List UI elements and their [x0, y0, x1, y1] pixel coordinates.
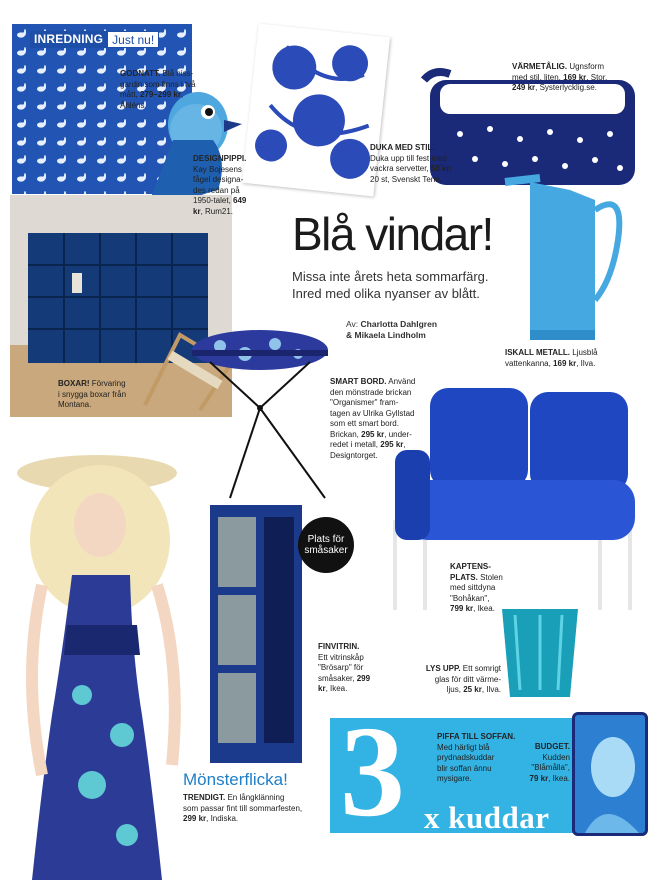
caption-text: i snygga boxar från — [58, 389, 127, 399]
callout-plats-badge — [298, 517, 354, 573]
caption-kaptensplats — [450, 562, 540, 615]
caption-text: Kudden — [542, 752, 570, 762]
caption-text: "Blåmålla", — [531, 763, 570, 772]
caption-text: , under- — [384, 429, 412, 439]
caption-text: Kay Bojesens — [193, 164, 242, 174]
caption-price: 649 — [233, 196, 247, 205]
page-title: Blå vindar! — [292, 208, 493, 260]
caption-price: 25 kr — [463, 685, 482, 694]
display-cabinet-image — [210, 505, 302, 763]
caption-price: 295 kr — [380, 440, 404, 449]
pillow-image — [572, 712, 648, 836]
caption-price: 50 kr — [430, 164, 450, 173]
caption-finvitrin — [318, 642, 388, 695]
caption-text: 20 st, Svenskt Tenn. — [370, 174, 442, 184]
candle-glass-image — [500, 605, 580, 700]
caption-text: , Ilva. — [576, 358, 596, 368]
caption-lead: DUKA MED STIL. — [370, 143, 435, 152]
byline-author: & Mikaela Lindholm — [346, 330, 426, 340]
caption-lead: BUDGET. — [534, 742, 570, 751]
caption-text: , Rum21. — [200, 206, 234, 216]
caption-text: som passar fint till sommarfesten, — [183, 803, 303, 813]
caption-smart-bord — [330, 377, 440, 461]
caption-text: Ljusblå — [570, 348, 598, 357]
caption-text: tagen av Ulrika Gyllstad — [330, 408, 415, 418]
caption-price: 295 kr — [361, 429, 385, 439]
caption-price: 799 kr — [450, 604, 474, 613]
caption-text: , Ikea. — [325, 684, 348, 693]
caption-piffa — [437, 732, 527, 785]
caption-text: Brickan, — [330, 429, 362, 439]
section-label: INREDNING — [30, 31, 107, 48]
watering-can-image — [500, 170, 630, 345]
caption-text: blir soffan ännu — [437, 763, 492, 773]
caption-text: Montana. — [58, 400, 92, 409]
caption-lead: SMART BORD. — [330, 377, 387, 386]
caption-price: 249 kr — [512, 83, 536, 92]
caption-price: 299 kr — [183, 814, 207, 823]
caption-text: , — [403, 440, 406, 449]
caption-text: mått, — [120, 90, 141, 99]
caption-text: En långklänning — [225, 793, 285, 802]
caption-text: Ett vitrinskåp — [318, 652, 364, 662]
monsterflicka-heading: Mönsterflicka! — [183, 770, 288, 789]
caption-text: , Ilva. — [481, 685, 501, 694]
caption-text: Duka upp till fest med — [370, 153, 447, 163]
caption-text: , — [180, 90, 184, 99]
caption-text: , Stor, — [586, 72, 608, 82]
caption-budget — [520, 742, 570, 784]
caption-text: Ett somrigt — [460, 664, 501, 673]
caption-text: vattenkanna, — [505, 358, 554, 368]
side-table-image — [190, 328, 330, 503]
caption-duka — [370, 143, 480, 185]
callout-line: Plats för — [307, 534, 345, 545]
caption-text: Med härligt blå — [437, 742, 490, 752]
kuddar-number: 3 — [340, 700, 405, 844]
caption-lead: TRENDIGT. — [183, 793, 226, 802]
caption-price: 79 kr — [529, 773, 549, 783]
byline-author: Charlotta Dahlgren — [360, 319, 438, 329]
caption-text: redet i metall, — [330, 440, 381, 449]
caption-text: 1950-talet, — [193, 196, 234, 205]
model-dress-image — [12, 455, 192, 880]
caption-text: prydnadskuddar — [437, 753, 495, 762]
caption-text: des redan på — [193, 185, 240, 195]
caption-text: den mönstrade brickan — [330, 387, 412, 397]
caption-text: ljus, — [446, 685, 464, 694]
caption-text: Åhléns. — [120, 100, 147, 110]
caption-text: Förvaring — [89, 379, 126, 388]
caption-lead: VÄRMETÅLIG. — [512, 62, 568, 71]
caption-price: 299 — [356, 673, 371, 683]
caption-text: Blå hiss- — [160, 69, 194, 78]
caption-text: , Ikea. — [473, 604, 495, 613]
caption-text: som ett smart bord. — [330, 419, 399, 428]
subtitle-line: Missa inte årets heta sommarfärg. — [292, 269, 489, 284]
caption-text: Stolen — [477, 572, 503, 582]
caption-lead: FINVITRIN. — [318, 642, 360, 651]
caption-text: Använd — [386, 377, 416, 386]
caption-text: med sittdyna — [450, 583, 496, 592]
caption-text: , Ikea. — [548, 773, 570, 783]
caption-text: "Bohåkan", — [450, 593, 490, 603]
caption-lead: ISKALL METALL. — [505, 348, 571, 357]
callout-line: småsaker — [304, 545, 348, 556]
caption-lead: KAPTENS- — [450, 562, 491, 571]
caption-iskall — [505, 348, 615, 369]
caption-text: fågel designa- — [193, 175, 244, 184]
caption-text: gardin som finns i två — [120, 79, 196, 89]
caption-price: 169 kr — [553, 358, 577, 368]
caption-price: 169 kr — [563, 72, 587, 82]
byline — [346, 319, 437, 341]
section-tag: Just nu! — [107, 31, 159, 48]
subtitle-line: Inred med olika nyanser av blått. — [292, 286, 480, 301]
caption-text: mysigare. — [437, 774, 472, 783]
caption-price: kr — [193, 206, 201, 216]
caption-lead: LYS UPP. — [425, 664, 461, 673]
caption-lys-upp — [413, 664, 501, 696]
caption-designpippi — [193, 154, 263, 217]
caption-text: , Systerlycklig.se. — [535, 83, 597, 92]
caption-lead: PLATS. — [450, 572, 478, 582]
caption-godnatt — [120, 69, 200, 111]
caption-text: Designtorget. — [330, 450, 378, 460]
caption-price: 279–299 kr — [140, 90, 181, 99]
caption-text: med stil, liten, — [512, 72, 564, 82]
caption-text: "Organismer" fram- — [330, 398, 399, 407]
caption-lead: PIFFA TILL SOFFAN. — [437, 732, 516, 741]
caption-text: vackra servetter, — [370, 164, 431, 173]
caption-lead: GODNATT. — [120, 69, 161, 78]
kuddar-text: x kuddar — [424, 800, 550, 835]
caption-text: , Indiska. — [206, 814, 239, 823]
section-header — [30, 31, 159, 48]
caption-varmetalig — [512, 62, 622, 94]
byline-prefix: Av: — [346, 319, 359, 329]
caption-text: glas för ditt värme- — [434, 674, 501, 684]
caption-price: kr — [318, 684, 326, 693]
caption-trendigt — [183, 793, 333, 825]
caption-lead: DESIGNPIPPI. — [193, 154, 247, 163]
napkins-image — [242, 24, 390, 197]
caption-text: Ugnsform — [567, 62, 605, 71]
subtitle — [292, 268, 522, 302]
caption-text: "Brösarp" för — [318, 663, 364, 672]
caption-boxar — [58, 379, 158, 411]
caption-text: småsaker, — [318, 673, 357, 683]
caption-text: / — [449, 164, 452, 173]
caption-lead: BOXAR! — [58, 379, 90, 388]
